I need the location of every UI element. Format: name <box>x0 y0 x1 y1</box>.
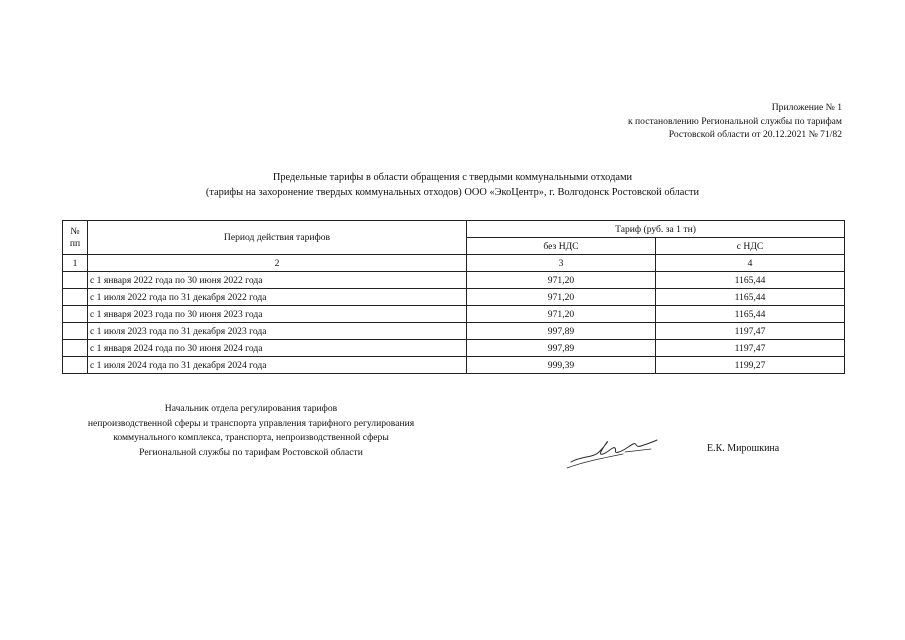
column-number: 4 <box>656 255 845 272</box>
row-num <box>63 289 88 306</box>
document-title <box>0 170 905 200</box>
row-period: с 1 июля 2023 года по 31 декабря 2023 года <box>88 323 467 340</box>
row-num <box>63 357 88 374</box>
row-period: с 1 июля 2022 года по 31 декабря 2022 года <box>88 289 467 306</box>
row-tariff-without-vat: 997,89 <box>467 340 656 357</box>
column-number: 3 <box>467 255 656 272</box>
row-tariff-without-vat: 999,39 <box>467 357 656 374</box>
header-without-vat: без НДС <box>467 238 656 255</box>
table-row <box>63 323 845 340</box>
appendix-header <box>628 101 842 142</box>
header-num-line-1: № <box>70 225 80 237</box>
position-line-3: коммунального комплекса, транспорта, непроизводственной сферы <box>113 432 389 443</box>
row-period: с 1 января 2022 года по 30 июня 2022 года <box>88 272 467 289</box>
table-row <box>63 340 845 357</box>
position-line-2: непроизводственной сферы и транспорта управления тарифного регулирования <box>87 417 415 429</box>
table-header-row <box>63 221 845 238</box>
header-period: Период действия тарифов <box>88 221 467 255</box>
row-period: с 1 января 2024 года по 30 июня 2024 года <box>88 340 467 357</box>
title-line-1: Предельные тарифы в области обращения с твердыми коммунальными отходами <box>272 172 633 183</box>
signer-name: Е.К. Мирошкина <box>707 443 780 454</box>
table-row <box>63 289 845 306</box>
row-tariff-with-vat: 1199,27 <box>656 357 845 374</box>
position-line-1: Начальник отдела регулирования тарифов <box>164 403 338 414</box>
row-tariff-with-vat: 1165,44 <box>656 272 845 289</box>
column-numbers-row <box>63 255 845 272</box>
position-line-4: Региональной службы по тарифам Ростовской области <box>139 446 363 458</box>
table-row <box>63 272 845 289</box>
column-number: 1 <box>63 255 88 272</box>
row-num <box>63 323 88 340</box>
header-with-vat: с НДС <box>656 238 845 255</box>
appendix-line-2: к постановлению Региональной службы по тарифам <box>627 115 842 127</box>
title-line-2: (тарифы на захоронение твердых коммунальных отходов) ООО «ЭкоЦентр», г. Волгодонск Ростовской области <box>205 187 700 198</box>
handwritten-signature <box>563 432 663 470</box>
header-tariff: Тариф (руб. за 1 тн) <box>467 221 845 238</box>
table-row <box>63 357 845 374</box>
header-num-line-2: пп <box>69 237 81 249</box>
appendix-line-1: Приложение № 1 <box>771 102 842 113</box>
row-num <box>63 340 88 357</box>
column-number: 2 <box>88 255 467 272</box>
tariffs-table <box>62 220 845 374</box>
row-tariff-with-vat: 1197,47 <box>656 340 845 357</box>
appendix-line-3: Ростовской области от 20.12.2021 № 71/82 <box>668 129 842 140</box>
row-tariff-without-vat: 971,20 <box>467 272 656 289</box>
row-tariff-without-vat: 971,20 <box>467 289 656 306</box>
official-position <box>62 402 440 460</box>
header-num <box>63 221 88 255</box>
row-period: с 1 января 2023 года по 30 июня 2023 года <box>88 306 467 323</box>
row-num <box>63 306 88 323</box>
table-row <box>63 306 845 323</box>
row-period: с 1 июля 2024 года по 31 декабря 2024 года <box>88 357 467 374</box>
row-tariff-with-vat: 1165,44 <box>656 306 845 323</box>
row-tariff-with-vat: 1197,47 <box>656 323 845 340</box>
row-tariff-without-vat: 997,89 <box>467 323 656 340</box>
row-tariff-without-vat: 971,20 <box>467 306 656 323</box>
row-num <box>63 272 88 289</box>
row-tariff-with-vat: 1165,44 <box>656 289 845 306</box>
